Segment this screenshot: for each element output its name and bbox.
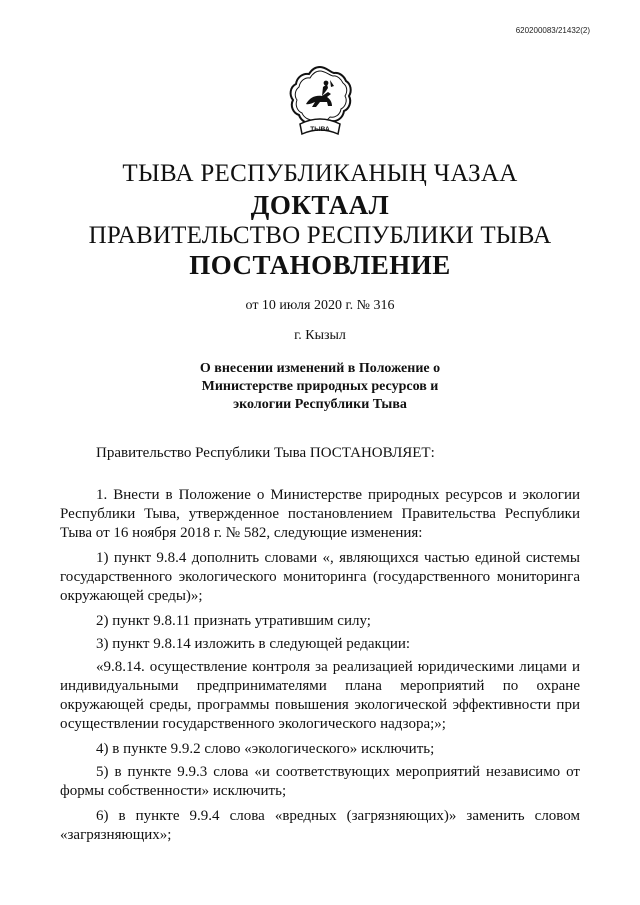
title-postanovlenie: ПОСТАНОВЛЕНИЕ [189, 250, 451, 280]
paragraph-item-1: 1. Внести в Положение о Министерстве природных ресурсов и экологии Республики Тыва, утвержденное постановлением Правительства Республики Тыва от 16 ноября 2018 г. № 582, следующие изменения: [60, 487, 580, 541]
paragraph-subitem-2: 2) пункт 9.8.11 признать утратившим силу; [96, 613, 371, 629]
paragraph-subitem-3: 3) пункт 9.8.14 изложить в следующей редакции: [96, 636, 411, 652]
title-tyva: ТЫВА РЕСПУБЛИКАНЫҢ ЧАЗАА [122, 160, 518, 187]
paragraph-subitem-5: 5) в пункте 9.9.3 слова «и соответствующих мероприятий независимо от формы собственности» исключить; [60, 764, 580, 799]
document-id: 620200083/21432(2) [515, 26, 590, 35]
title-doktaal: ДОКТААЛ [250, 190, 390, 220]
subject-line: О внесении изменений в Положение о [199, 361, 441, 376]
title-government: ПРАВИТЕЛЬСТВО РЕСПУБЛИКИ ТЫВА [88, 222, 552, 249]
paragraph-subitem-1: 1) пункт 9.8.4 дополнить словами «, являющихся частью единой системы государственного экологического мониторинга (государственного мониторинга окружающей среды)»; [60, 550, 580, 604]
tyva-emblem-icon [286, 64, 354, 138]
decree-subject [170, 360, 470, 414]
subject-line: Министерстве природных ресурсов и [201, 379, 439, 394]
paragraph-quoted-clause: «9.8.14. осуществление контроля за реализацией юридическими лицами и индивидуальными предпринимателями плана мероприятий по охране окружающей среды, программы повышения экологической эффективности при осуществлении государственного экологического надзора;»; [60, 659, 580, 732]
preamble: Правительство Республики Тыва ПОСТАНОВЛЯЕТ: [96, 445, 435, 461]
decree-date: от 10 июля 2020 г. № 316 [245, 298, 395, 313]
emblem-label: ТЫВА [310, 126, 330, 133]
paragraph-subitem-6: 6) в пункте 9.9.4 слова «вредных (загрязняющих)» заменить словом «загрязняющих»; [60, 808, 580, 843]
paragraph-subitem-4: 4) в пункте 9.9.2 слово «экологического» исключить; [96, 741, 435, 757]
decree-city: г. Кызыл [294, 328, 346, 343]
subject-line: экологии Республики Тыва [233, 397, 407, 412]
decree-body [60, 486, 580, 851]
